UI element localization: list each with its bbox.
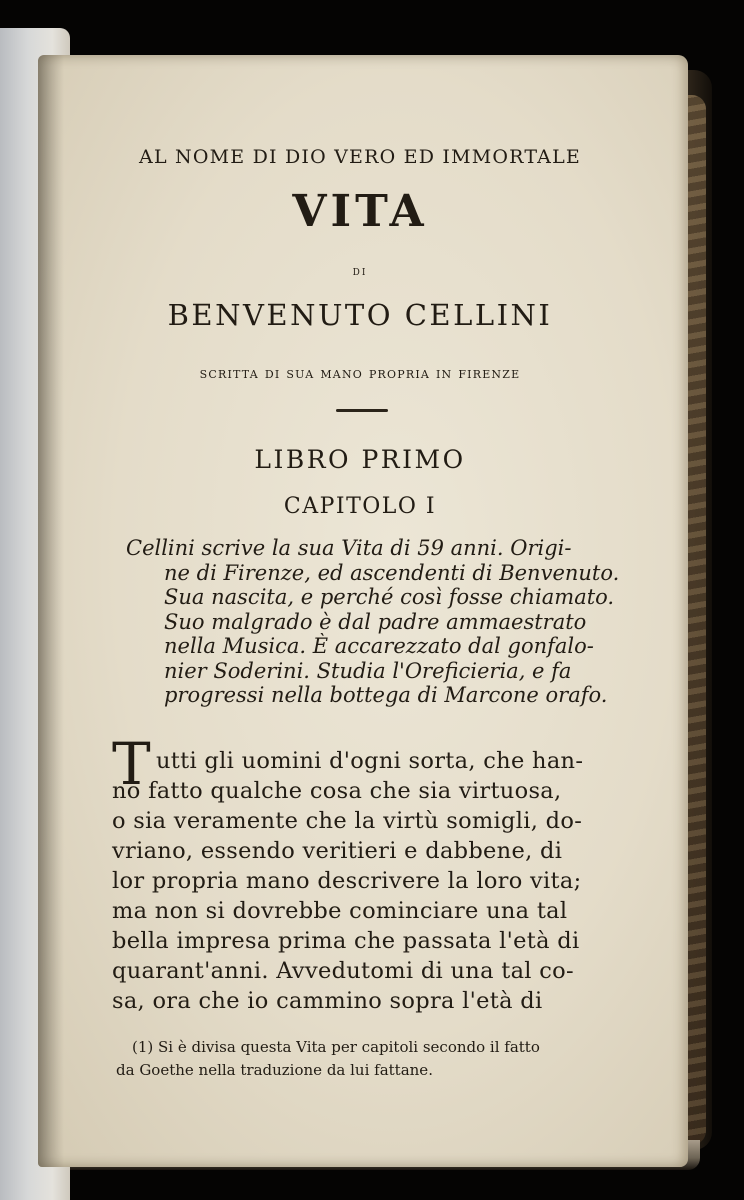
body-paragraph <box>112 746 612 1016</box>
summary-line: nier Soderini. Studia l'Oreficieria, e fa <box>164 658 572 683</box>
gutter-shadow <box>38 55 64 1167</box>
footnote-line: (1) Si è divisa questa Vita per capitoli secondo il fatto <box>132 1038 540 1056</box>
body-line: utti gli uomini d'ogni sorta, che han- <box>156 748 584 774</box>
summary-line: Cellini scrive la sua Vita di 59 anni. Origi- <box>126 536 572 560</box>
chapter-summary <box>126 536 620 708</box>
summary-line: Sua nascita, e perché così fosse chiamato. <box>164 585 615 609</box>
body-line: o sia veramente che la virtù somigli, do- <box>112 808 583 834</box>
body-line: vriano, essendo veritieri e dabbene, di <box>112 838 563 864</box>
summary-line: Suo malgrado è dal padre ammaestrato <box>164 609 587 634</box>
ornamental-rule <box>336 409 388 412</box>
summary-line: progressi nella bottega di Marcone orafo. <box>164 683 608 707</box>
body-line: no fatto qualche cosa che sia virtuosa, <box>112 778 562 804</box>
body-line: ma non si dovrebbe cominciare una tal <box>112 898 568 924</box>
page-title: VITA <box>292 186 428 237</box>
book-heading: LIBRO PRIMO <box>254 445 466 474</box>
title-connector: di <box>352 264 368 279</box>
author-name: BENVENUTO CELLINI <box>167 298 553 332</box>
footnote <box>116 1036 598 1082</box>
footnote-line: da Goethe nella traduzione da lui fattane. <box>116 1061 433 1079</box>
invocation-line: AL NOME DI DIO VERO ED IMMORTALE <box>139 146 581 168</box>
summary-line: nella Musica. È accarezzato dal gonfalo- <box>164 634 594 658</box>
body-line: sa, ora che io cammino sopra l'età di <box>112 988 543 1014</box>
body-line: quarant'anni. Avvedutomi di una tal co- <box>112 958 574 984</box>
summary-line: ne di Firenze, ed ascendenti di Benvenuto. <box>164 560 620 585</box>
chapter-heading: CAPITOLO I <box>283 494 437 519</box>
subtitle-line: scritta di sua mano propria in firenze <box>199 364 521 382</box>
body-line: lor propria mano descrivere la loro vita; <box>112 868 582 894</box>
drop-cap: T <box>112 730 151 798</box>
body-line: bella impresa prima che passata l'età di <box>112 928 580 954</box>
